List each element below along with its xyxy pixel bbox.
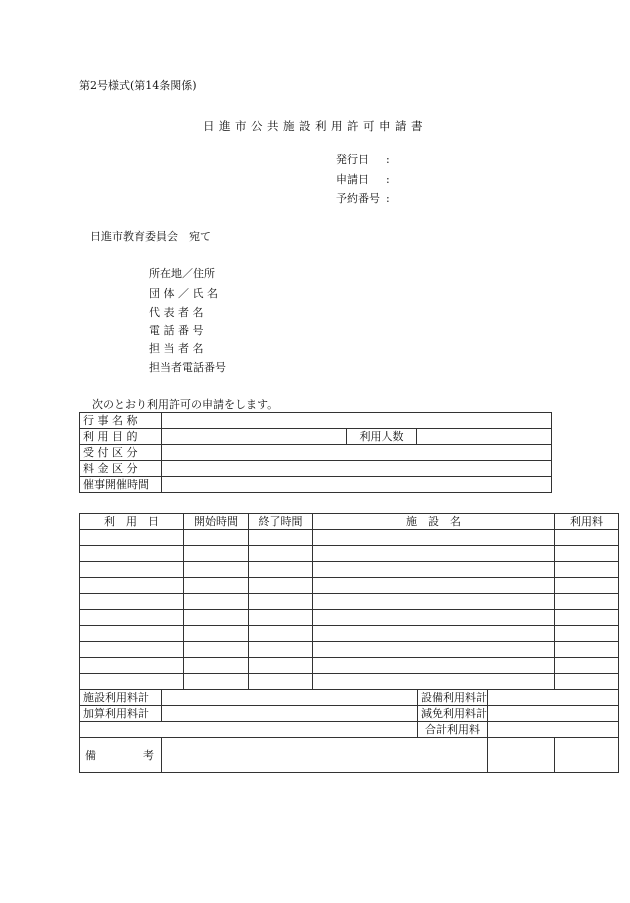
usage-date-cell[interactable] (80, 578, 184, 594)
fee-type-label: 料 金 区 分 (80, 461, 162, 477)
facility-name-cell[interactable] (313, 658, 555, 674)
start-time-cell[interactable] (184, 626, 249, 642)
fee-cell[interactable] (555, 546, 619, 562)
remarks-label-char-2: 考 (143, 748, 154, 762)
usage-row (80, 530, 619, 546)
application-date-colon: : (386, 173, 390, 186)
start-time-cell[interactable] (184, 594, 249, 610)
grand-total-label: 合計利用料 (418, 722, 488, 738)
usage-date-cell[interactable] (80, 546, 184, 562)
reception-type-row (80, 445, 552, 461)
start-time-cell[interactable] (184, 642, 249, 658)
fee-header: 利用料 (555, 514, 619, 530)
usage-date-cell[interactable] (80, 610, 184, 626)
fee-cell[interactable] (555, 642, 619, 658)
facility-name-cell[interactable] (313, 642, 555, 658)
event-name-field[interactable] (162, 413, 552, 429)
end-time-cell[interactable] (249, 546, 313, 562)
grand-total-field[interactable] (488, 722, 619, 738)
document-title: 日進市公共施設利用許可申請書 (203, 119, 427, 133)
issue-date-row (336, 153, 406, 167)
start-time-cell[interactable] (184, 546, 249, 562)
facility-name-header: 施 設 名 (313, 514, 555, 530)
start-time-cell[interactable] (184, 578, 249, 594)
usage-date-cell[interactable] (80, 626, 184, 642)
facility-name-cell[interactable] (313, 546, 555, 562)
usage-date-cell[interactable] (80, 642, 184, 658)
applicant-address-label: 所在地／住所 (149, 267, 215, 280)
usage-row (80, 642, 619, 658)
start-time-cell[interactable] (184, 674, 249, 690)
usage-row (80, 626, 619, 642)
end-time-cell[interactable] (249, 658, 313, 674)
contact-person-label: 担 当 者 名 (149, 342, 204, 355)
facility-total-label: 施設利用料計 (80, 690, 162, 706)
reservation-number-label: 予約番号 (336, 192, 380, 205)
start-time-cell[interactable] (184, 562, 249, 578)
fee-cell[interactable] (555, 594, 619, 610)
facility-name-cell[interactable] (313, 530, 555, 546)
remarks-row (80, 738, 619, 773)
issue-date-label: 発行日 (336, 153, 369, 166)
grand-total-row (80, 722, 619, 738)
remarks-label (80, 738, 162, 773)
facility-name-cell[interactable] (313, 626, 555, 642)
exemption-total-field[interactable] (488, 706, 619, 722)
end-time-cell[interactable] (249, 578, 313, 594)
usage-row (80, 658, 619, 674)
purpose-field[interactable] (162, 429, 347, 445)
end-time-cell[interactable] (249, 530, 313, 546)
fee-cell[interactable] (555, 658, 619, 674)
addressee: 日進市教育委員会 宛て (90, 230, 211, 243)
event-info-table (79, 412, 552, 493)
intro-text: 次のとおり利用許可の申請をします。 (92, 398, 279, 411)
end-time-cell[interactable] (249, 594, 313, 610)
fee-cell[interactable] (555, 530, 619, 546)
usage-date-cell[interactable] (80, 530, 184, 546)
fee-cell[interactable] (555, 578, 619, 594)
usage-row (80, 562, 619, 578)
reception-type-field[interactable] (162, 445, 552, 461)
event-name-row (80, 413, 552, 429)
start-time-cell[interactable] (184, 658, 249, 674)
issue-date-colon: : (386, 153, 390, 166)
usage-row (80, 578, 619, 594)
usage-row (80, 594, 619, 610)
end-time-cell[interactable] (249, 626, 313, 642)
surcharge-total-label: 加算利用料計 (80, 706, 162, 722)
equipment-total-field[interactable] (488, 690, 619, 706)
remarks-extra-2[interactable] (555, 738, 619, 773)
event-hours-row (80, 477, 552, 493)
equipment-total-label: 設備利用料計 (418, 690, 488, 706)
usage-row (80, 610, 619, 626)
usage-date-cell[interactable] (80, 658, 184, 674)
purpose-row (80, 429, 552, 445)
exemption-total-label: 減免利用料計 (418, 706, 488, 722)
fee-cell[interactable] (555, 626, 619, 642)
fee-cell[interactable] (555, 610, 619, 626)
facility-total-field[interactable] (162, 690, 418, 706)
attendees-label: 利用人数 (347, 429, 417, 445)
facility-name-cell[interactable] (313, 594, 555, 610)
contact-phone-label: 担当者電話番号 (149, 361, 226, 374)
usage-date-cell[interactable] (80, 594, 184, 610)
facility-name-cell[interactable] (313, 674, 555, 690)
usage-table (79, 513, 619, 773)
start-time-header: 開始時間 (184, 514, 249, 530)
fee-type-row (80, 461, 552, 477)
usage-date-cell[interactable] (80, 562, 184, 578)
usage-header-row (80, 514, 619, 530)
grand-total-spacer (80, 722, 418, 738)
facility-name-cell[interactable] (313, 562, 555, 578)
reservation-number-row (336, 192, 406, 206)
reservation-number-colon: : (386, 192, 390, 205)
event-name-label: 行 事 名 称 (80, 413, 162, 429)
usage-row (80, 546, 619, 562)
event-hours-label: 催事開催時間 (80, 477, 162, 493)
surcharge-total-field[interactable] (162, 706, 418, 722)
end-time-header: 終了時間 (249, 514, 313, 530)
surcharge-exemption-total-row (80, 706, 619, 722)
end-time-cell[interactable] (249, 562, 313, 578)
fee-cell[interactable] (555, 674, 619, 690)
end-time-cell[interactable] (249, 642, 313, 658)
application-date-row (336, 173, 406, 187)
usage-date-cell[interactable] (80, 674, 184, 690)
fee-type-field[interactable] (162, 461, 552, 477)
remarks-extra-1[interactable] (488, 738, 555, 773)
start-time-cell[interactable] (184, 530, 249, 546)
application-date-label: 申請日 (336, 173, 369, 186)
remarks-field[interactable] (162, 738, 488, 773)
event-hours-field[interactable] (162, 477, 552, 493)
end-time-cell[interactable] (249, 674, 313, 690)
usage-row (80, 674, 619, 690)
usage-date-header: 利 用 日 (80, 514, 184, 530)
facility-name-cell[interactable] (313, 578, 555, 594)
facility-equipment-total-row (80, 690, 619, 706)
reception-type-label: 受 付 区 分 (80, 445, 162, 461)
phone-label: 電 話 番 号 (149, 324, 204, 337)
purpose-label: 利 用 目 的 (80, 429, 162, 445)
form-number: 第2号様式(第14条関係) (79, 79, 197, 92)
applicant-name-label: 団 体 ／ 氏 名 (149, 287, 218, 300)
facility-name-cell[interactable] (313, 610, 555, 626)
fee-cell[interactable] (555, 562, 619, 578)
end-time-cell[interactable] (249, 610, 313, 626)
start-time-cell[interactable] (184, 610, 249, 626)
remarks-label-char-1: 備 (85, 748, 96, 762)
representative-label: 代 表 者 名 (149, 306, 204, 319)
attendees-field[interactable] (417, 429, 552, 445)
